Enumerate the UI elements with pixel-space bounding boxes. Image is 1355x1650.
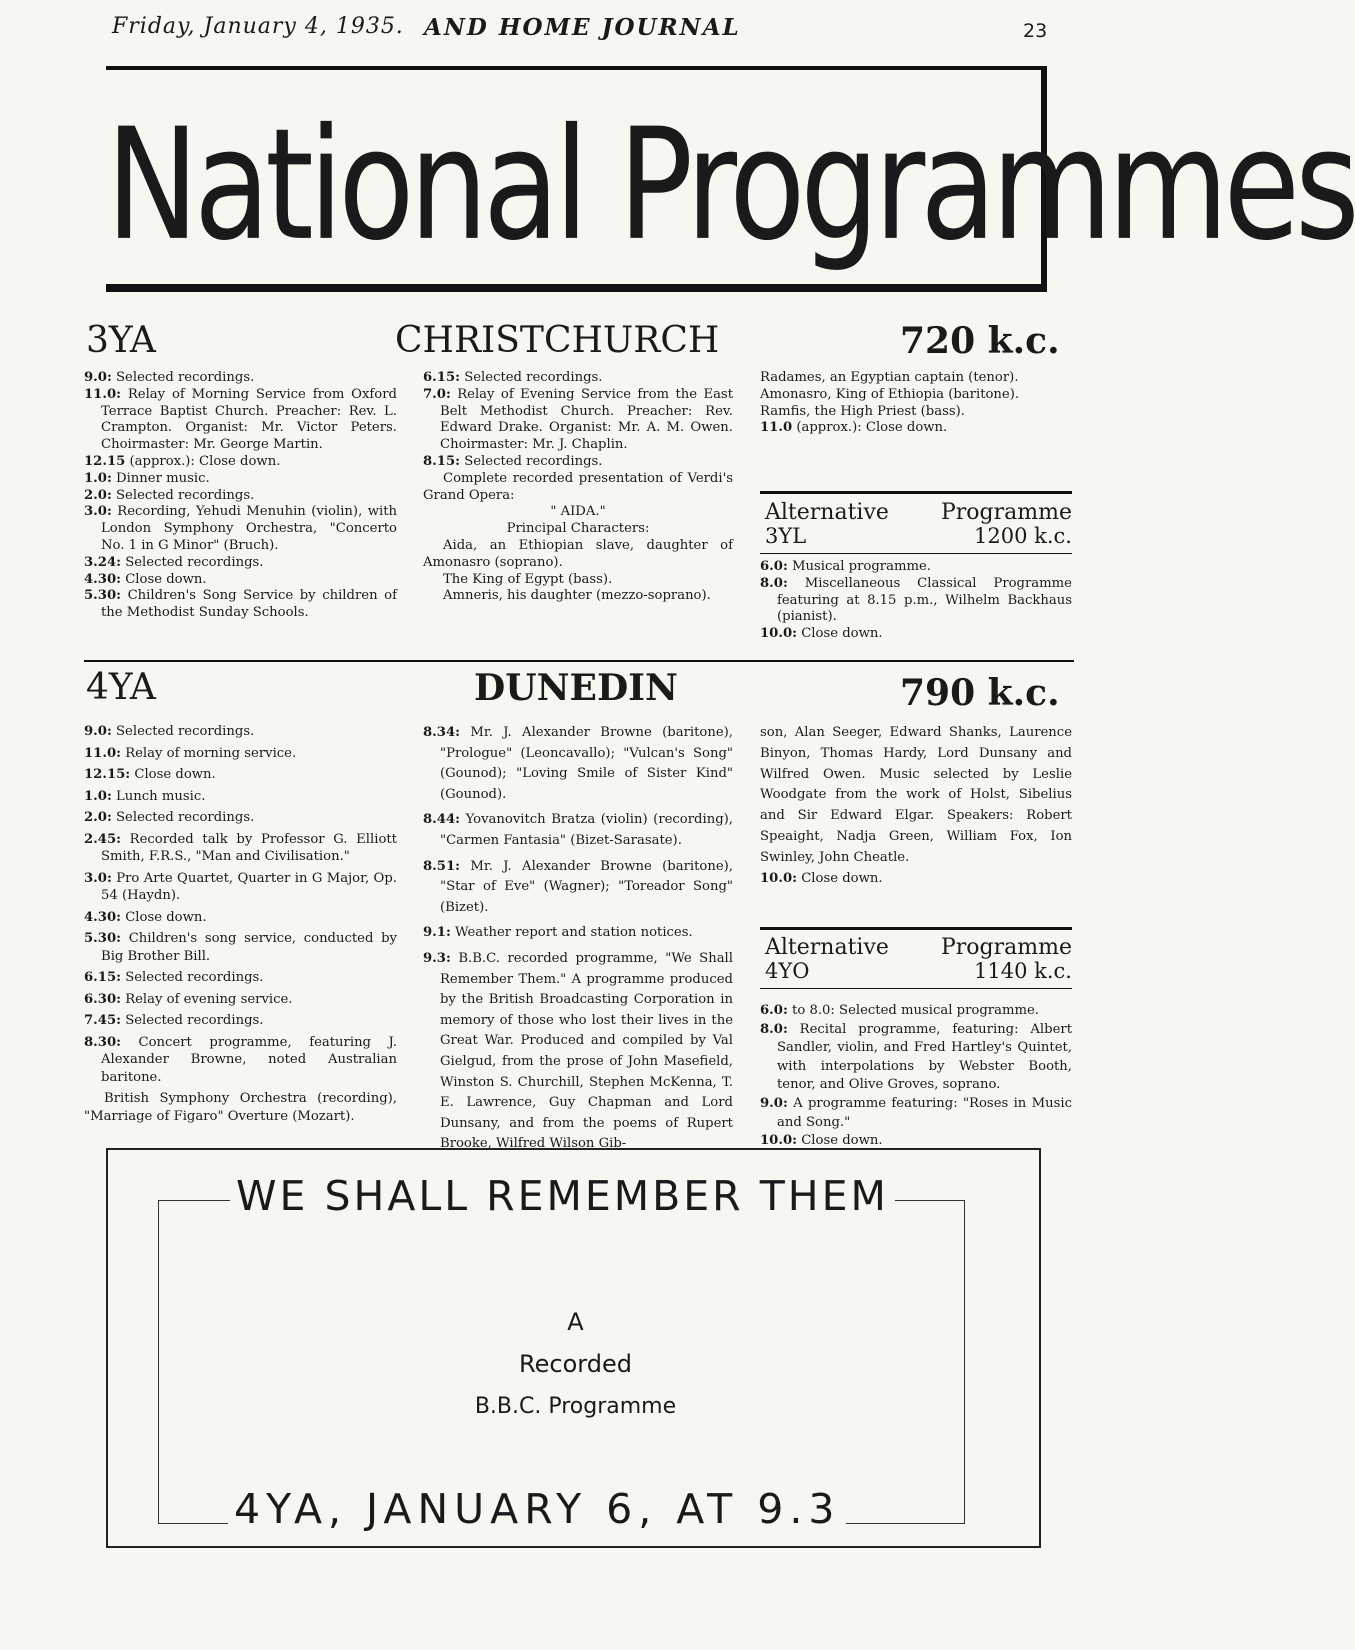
schedule-desc: Children's Song Service by children of the Methodist Sunday Schools. <box>101 588 397 621</box>
schedule-desc: Ramfis, the High Priest (bass). <box>760 403 965 419</box>
schedule-item <box>423 949 733 1155</box>
schedule-item <box>760 1021 1072 1095</box>
schedule-desc: Selected recordings. <box>116 810 255 825</box>
station-freq-3ya: 720 k.c. <box>900 320 1060 362</box>
schedule-time: 3.0: <box>84 504 112 520</box>
schedule-time: 9.1: <box>423 925 451 941</box>
schedule-item <box>84 504 397 554</box>
alt-programme-3yl <box>765 500 1072 550</box>
schedule-item <box>423 923 733 944</box>
schedule-desc: Selected recordings. <box>116 487 255 503</box>
schedule-desc: Relay of evening service. <box>125 991 293 1007</box>
schedule-item <box>84 788 397 806</box>
schedule-3ya-col1 <box>84 370 397 622</box>
schedule-item <box>84 991 397 1009</box>
schedule-desc: Recital programme, featuring: Albert Sandler, violin, and Fred Hartley's Quintet, with interpolations by Webster Booth, tenor, and Olive Groves, soprano. <box>777 1021 1072 1093</box>
opera-characters-heading: Principal Characters: <box>506 521 650 537</box>
schedule-time: 2.0: <box>84 810 112 825</box>
schedule-item <box>84 555 397 572</box>
journal-name: AND HOME JOURNAL <box>424 14 741 41</box>
station-call-4ya: 4YA <box>86 667 156 708</box>
advert-line: B.B.C. Programme <box>474 1394 677 1419</box>
schedule-item <box>84 969 397 987</box>
schedule-4ya-col3 <box>760 723 1072 889</box>
schedule-item <box>423 387 733 454</box>
schedule-item <box>84 745 397 763</box>
schedule-desc: A programme featuring: "Roses in Music and Song." <box>777 1095 1072 1130</box>
schedule-time: 8.44: <box>423 812 460 828</box>
schedule-time: 8.34: <box>423 725 460 740</box>
schedule-item <box>423 454 733 471</box>
advert-line: Recorded <box>519 1350 632 1378</box>
schedule-item <box>84 723 397 741</box>
schedule-time: 4.30: <box>84 571 121 587</box>
schedule-item <box>84 370 397 387</box>
station-city-christchurch: CHRISTCHURCH <box>395 320 720 361</box>
schedule-item <box>760 1095 1072 1132</box>
schedule-desc: Recording, Yehudi Menuhin (violin), with London Symphony Orchestra, "Concerto No. 1 in G Minor" (Bruch). <box>101 504 397 553</box>
issue-date: Friday, January 4, 1935. <box>112 14 404 39</box>
schedule-desc: Miscellaneous Classical Programme featuring at 8.15 p.m., Wilhelm Backhaus (pianist). <box>777 575 1072 625</box>
schedule-desc: Yovanovitch Bratza (violin) (recording), "Carmen Fantasia" (Bizet-Sarasate). <box>440 812 733 848</box>
alt-rule-3yl <box>760 491 1072 494</box>
schedule-time: 4.30: <box>84 909 121 925</box>
schedule-item <box>423 723 733 805</box>
schedule-time: 2.0: <box>84 487 112 503</box>
schedule-time: 5.30: <box>84 931 121 946</box>
schedule-item <box>760 626 1072 643</box>
schedule-desc: Selected recordings. <box>116 724 255 739</box>
alt-rule-4yo-bottom <box>760 988 1072 989</box>
alt-label: Programme <box>940 935 1072 960</box>
advert-line: A <box>567 1308 584 1336</box>
schedule-item <box>84 488 397 505</box>
schedule-time: 9.0: <box>760 1095 788 1111</box>
schedule-time: 6.30: <box>84 991 121 1007</box>
schedule-time: 9.0: <box>84 370 112 385</box>
schedule-desc: Selected recordings. <box>125 554 264 570</box>
schedule-desc: Concert programme, featuring J. Alexander Browne, noted Australian baritone. <box>101 1034 397 1085</box>
schedule-item <box>84 387 397 454</box>
schedule-desc: Dinner music. <box>116 470 210 486</box>
alt-call: 4YO <box>765 959 810 983</box>
schedule-item <box>84 809 397 827</box>
schedule-time: 2.45: <box>84 831 121 847</box>
schedule-time: 6.15: <box>423 370 460 385</box>
schedule-time: 9.0: <box>84 724 112 739</box>
schedule-desc: Radames, an Egyptian captain (tenor). <box>760 370 1019 385</box>
schedule-desc: (approx.): Close down. <box>796 420 948 436</box>
schedule-desc: Mr. J. Alexander Browne (baritone), "Prologue" (Leoncavallo); "Vulcan's Song" (Gounod); "Loving Smile of Sister Kind" (Gounod). <box>440 725 733 802</box>
schedule-time: 8.15: <box>423 453 460 469</box>
schedule-desc: Selected recordings. <box>464 370 603 385</box>
schedule-3ya-col2 <box>423 370 733 605</box>
schedule-time: 1.0: <box>84 470 112 486</box>
schedule-item <box>760 420 1072 437</box>
schedule-time: 1.0: <box>84 788 112 804</box>
schedule-time: 8.0: <box>760 575 788 591</box>
station-freq-4ya: 790 k.c. <box>900 672 1060 714</box>
schedule-desc: B.B.C. recorded programme, "We Shall Remember Them." A programme produced by the British Broadcasting Corporation in memory of those who lost their lives in the Great War. Produced and compiled by Val Gielgud, from the prose of John Masefield, Winston S. Churchill, Stephen McKenna, T. E. Lawrence, Guy Chapman and Lord Dunsany, and from the poems of Rupert Brooke, Wilfred Wilson Gib- <box>440 950 733 1152</box>
schedule-item <box>760 869 1072 890</box>
schedule-time: 6.0: <box>760 1003 788 1018</box>
schedule-4yo <box>760 1002 1072 1151</box>
schedule-item <box>84 831 397 866</box>
schedule-desc: Musical programme. <box>792 559 931 574</box>
schedule-time: 9.3: <box>423 950 451 966</box>
schedule-item <box>84 870 397 905</box>
schedule-3yl <box>760 559 1072 643</box>
schedule-time: 11.0 <box>760 420 793 436</box>
advertisement <box>106 1148 1041 1548</box>
schedule-desc: Close down. <box>801 870 883 886</box>
schedule-time: 6.15: <box>84 970 121 985</box>
schedule-4ya-col1 <box>84 723 397 1125</box>
schedule-time: 11.0: <box>84 745 121 761</box>
schedule-item <box>760 576 1072 626</box>
schedule-desc: Relay of Morning Service from Oxford Terrace Baptist Church. Preacher: Rev. L. Crampton. Organist: Mr. Victor Peters. Choirmaster: Mr. George Martin. <box>101 386 397 453</box>
schedule-desc: Selected recordings. <box>125 970 264 985</box>
schedule-desc: Selected recordings. <box>125 1013 264 1028</box>
alt-label: Programme <box>940 500 1072 525</box>
alt-label: Alternative <box>765 935 889 960</box>
schedule-time: 10.0: <box>760 626 797 642</box>
schedule-time: 8.0: <box>760 1021 788 1037</box>
schedule-desc: Weather report and station notices. <box>455 925 693 941</box>
schedule-time: 3.24: <box>84 554 121 570</box>
schedule-4ya-col2 <box>423 723 733 1160</box>
schedule-item <box>84 1034 397 1087</box>
schedule-time: 11.0: <box>84 386 121 402</box>
schedule-time: 10.0: <box>760 1133 797 1149</box>
schedule-desc: Close down. <box>125 571 207 587</box>
schedule-item <box>760 404 1072 421</box>
schedule-time: 5.30: <box>84 588 121 604</box>
schedule-item <box>84 909 397 927</box>
page-title: National Programmes <box>106 95 1355 275</box>
schedule-item <box>423 370 733 387</box>
alt-freq: 1140 k.c. <box>974 959 1072 983</box>
section-divider <box>84 660 1074 662</box>
station-call-3ya: 3YA <box>86 320 156 361</box>
schedule-time: 3.0: <box>84 870 112 886</box>
schedule-desc: Close down. <box>134 767 216 782</box>
schedule-desc: Children's song service, conducted by Big Brother Bill. <box>101 931 397 964</box>
schedule-time: 12.15: <box>84 767 131 782</box>
page-number: 23 <box>1023 20 1048 42</box>
schedule-desc: Mr. J. Alexander Browne (baritone), "Star of Eve" (Wagner); "Toreador Song" (Bizet). <box>440 858 733 915</box>
schedule-desc: Relay of Evening Service from the East Belt Methodist Church. Preacher: Rev. Edward Drake. Organist: Mr. A. M. Owen. Choirmaster: Mr. J. Chaplin. <box>440 386 733 453</box>
schedule-item <box>84 766 397 784</box>
alt-call: 3YL <box>765 524 807 548</box>
schedule-item <box>760 559 1072 576</box>
schedule-item: British Symphony Orchestra (recording), "Marriage of Figaro" Overture (Mozart). <box>84 1091 397 1124</box>
schedule-item <box>84 930 397 965</box>
programme-continuation: son, Alan Seeger, Edward Shanks, Laurence Binyon, Thomas Hardy, Lord Dunsany and Wilfred Owen. Music selected by Leslie Woodgate from the work of Holst, Sibelius and Sir Edward Elgar. Speakers: Robert Speaight, Nadja Green, William Fox, Ion Swinley, John Cheatle. <box>760 725 1072 865</box>
schedule-item <box>84 1012 397 1030</box>
schedule-desc: Recorded talk by Professor G. Elliott Smith, F.R.S., "Man and Civilisation." <box>101 831 397 864</box>
schedule-desc: Relay of morning service. <box>125 745 297 761</box>
schedule-desc: Amonasro, King of Ethiopia (baritone). <box>760 386 1020 402</box>
schedule-desc: Close down. <box>125 909 207 925</box>
alt-label: Alternative <box>765 500 889 525</box>
schedule-item <box>760 370 1072 387</box>
schedule-time: 8.51: <box>423 858 460 874</box>
schedule-desc: Selected recordings. <box>464 453 603 469</box>
schedule-desc: Lunch music. <box>116 788 206 804</box>
opera-title: " AIDA." <box>550 504 606 520</box>
schedule-item <box>423 810 733 851</box>
opera-character: Aida, an Ethiopian slave, daughter of Amonasro (soprano). <box>423 537 733 570</box>
schedule-time: 6.0: <box>760 559 788 574</box>
schedule-desc: Selected recordings. <box>116 370 255 385</box>
schedule-time: 8.30: <box>84 1034 121 1050</box>
schedule-desc: Close down. <box>801 1133 883 1149</box>
schedule-time: 12.15 <box>84 453 126 469</box>
opera-intro: Complete recorded presentation of Verdi's Grand Opera: <box>423 470 733 503</box>
schedule-item <box>423 857 733 919</box>
page-header <box>0 14 1114 44</box>
schedule-time: 7.45: <box>84 1013 121 1028</box>
opera-character: Amneris, his daughter (mezzo-soprano). <box>443 588 711 604</box>
advert-footer: 4YA, JANUARY 6, AT 9.3 <box>228 1485 846 1533</box>
schedule-time: 10.0: <box>760 870 797 886</box>
schedule-desc: Close down. <box>801 626 883 642</box>
schedule-3ya-col3 <box>760 370 1072 437</box>
schedule-desc: (approx.): Close down. <box>129 453 281 469</box>
alt-rule-3yl-bottom <box>760 553 1072 554</box>
schedule-time: 7.0: <box>423 386 451 402</box>
schedule-item <box>84 454 397 471</box>
title-banner <box>106 66 1355 292</box>
advert-headline: WE SHALL REMEMBER THEM <box>230 1172 895 1220</box>
schedule-item <box>84 588 397 622</box>
schedule-item <box>84 471 397 488</box>
opera-character: The King of Egypt (bass). <box>443 571 613 587</box>
alt-rule-4yo <box>760 927 1072 930</box>
station-city-dunedin: DUNEDIN <box>474 667 678 709</box>
schedule-item <box>760 1002 1072 1021</box>
schedule-item <box>760 387 1072 404</box>
schedule-desc: Pro Arte Quartet, Quarter in G Major, Op. 54 (Haydn). <box>101 870 397 903</box>
alt-freq: 1200 k.c. <box>974 524 1072 548</box>
schedule-item <box>84 572 397 589</box>
alt-programme-4yo <box>765 935 1072 985</box>
banner-rule <box>106 284 1046 292</box>
schedule-desc: to 8.0: Selected musical programme. <box>792 1003 1039 1018</box>
